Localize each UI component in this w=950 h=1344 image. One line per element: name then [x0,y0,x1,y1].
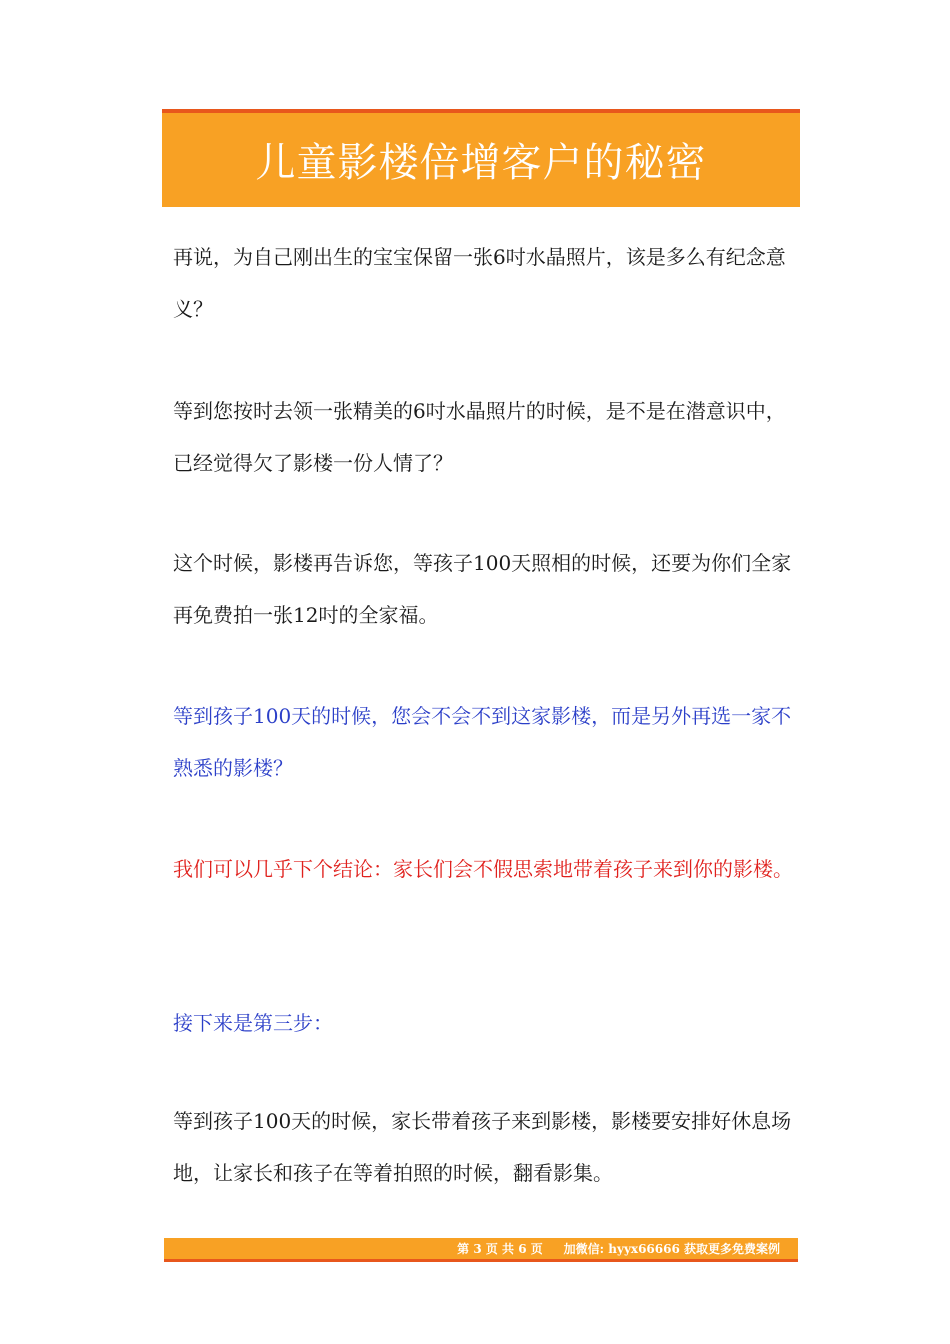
paragraph-7: 等到孩子100天的时候，家长带着孩子来到影楼，影楼要安排好休息场地，让家长和孩子在等着拍照的时候，翻看影集。 [173,1109,792,1185]
paragraph-4: 等到孩子100天的时候，您会不会不到这家影楼，而是另外再选一家不熟悉的影楼？ [173,704,792,780]
document-title: 儿童影楼倍增客户的秘密 [255,139,707,186]
paragraph-2: 等到您按时去领一张精美的6吋水晶照片的时候，是不是在潜意识中，已经觉得欠了影楼一份人情了？ [173,399,786,475]
title-banner [162,109,800,207]
paragraph-3: 这个时候，影楼再告诉您，等孩子100天照相的时候，还要为你们全家再免费拍一张12吋的全家福。 [173,551,792,627]
paragraph-6: 接下来是第三步： [173,1011,333,1035]
paragraph-5: 我们可以几乎下个结论：家长们会不假思索地带着孩子来到你的影楼。 [173,857,793,881]
footer-page-info: 第 3 页 共 6 页 加微信: hyyx66666 获取更多免费案例 [457,1242,780,1256]
footer-banner [164,1238,798,1262]
paragraph-1: 再说，为自己刚出生的宝宝保留一张6吋水晶照片，该是多么有纪念意义？ [173,245,786,321]
